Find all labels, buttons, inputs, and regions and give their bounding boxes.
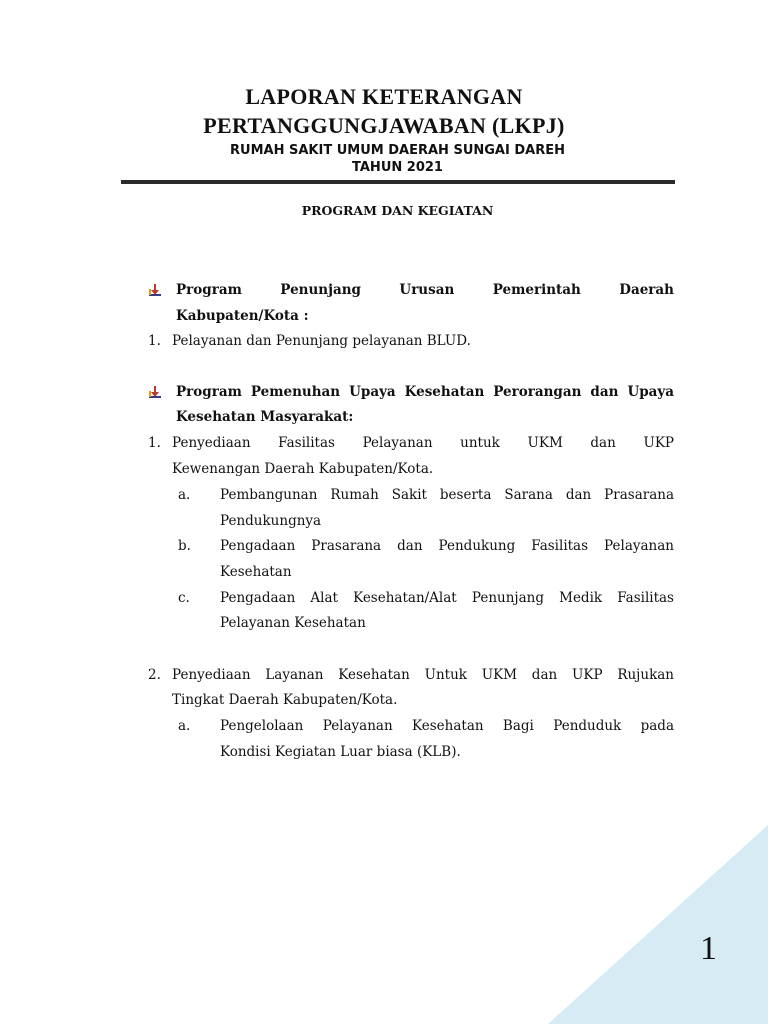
program1-title-line1 [176,281,674,299]
document-title-line2: PERTANGGUNGJAWABAN (LKPJ) [203,113,565,138]
program1-word: Urusan [399,282,455,298]
sub-item-letter: a. [178,487,191,503]
section-heading: PROGRAM DAN KEGIATAN [301,203,494,218]
program-bullet-icon [148,385,162,399]
program1-word: Pemerintah [492,282,581,298]
program2-item1-number: 1. [148,435,161,451]
sub-item-letter: a. [178,718,191,734]
sub-item-line2: Kondisi Kegiatan Luar biasa (KLB). [220,744,461,760]
sub-item-letter: c. [178,590,190,606]
page-number: 1 [700,930,717,967]
program2-item2-number: 2. [148,667,161,683]
program-bullet-icon [148,283,162,297]
program1-word: Daerah [619,282,674,298]
program1-title-line2: Kabupaten/Kota : [176,308,309,324]
program1-word: Program [176,282,242,298]
program1-word: Penunjang [280,282,361,298]
report-year: TAHUN 2021 [352,160,443,175]
program2-item2-line1: Penyediaan Layanan Kesehatan Untuk UKM dan UKP Rujukan [172,667,674,683]
program1-item-text: Pelayanan dan Penunjang pelayanan BLUD. [172,333,471,349]
sub-item-line1: Pengadaan Alat Kesehatan/Alat Penunjang Medik Fasilitas [220,590,674,606]
document-title-line1: LAPORAN KETERANGAN [245,84,523,109]
corner-triangle-shape [548,825,768,1024]
sub-item-line2: Pelayanan Kesehatan [220,615,366,631]
program2-item1-line1: Penyediaan Fasilitas Pelayanan untuk UKM dan UKP [172,435,674,451]
sub-item-line1: Pengadaan Prasarana dan Pendukung Fasilitas Pelayanan [220,538,674,554]
program2-item1-line2: Kewenangan Daerah Kabupaten/Kota. [172,461,434,477]
program2-item2-line2: Tingkat Daerah Kabupaten/Kota. [172,692,398,708]
program2-title-line1: Program Pemenuhan Upaya Kesehatan Perorangan dan Upaya [176,384,674,400]
sub-item-line1: Pembangunan Rumah Sakit beserta Sarana dan Prasarana [220,487,674,503]
sub-item-line2: Pendukungnya [220,513,322,529]
header-divider [121,180,675,184]
sub-item-line1: Pengelolaan Pelayanan Kesehatan Bagi Penduduk pada [220,718,674,734]
program1-item-number: 1. [148,333,161,349]
hospital-name: RUMAH SAKIT UMUM DAERAH SUNGAI DAREH [230,143,565,158]
program2-title-line2: Kesehatan Masyarakat: [176,409,354,425]
sub-item-letter: b. [178,538,191,554]
sub-item-line2: Kesehatan [220,564,292,580]
